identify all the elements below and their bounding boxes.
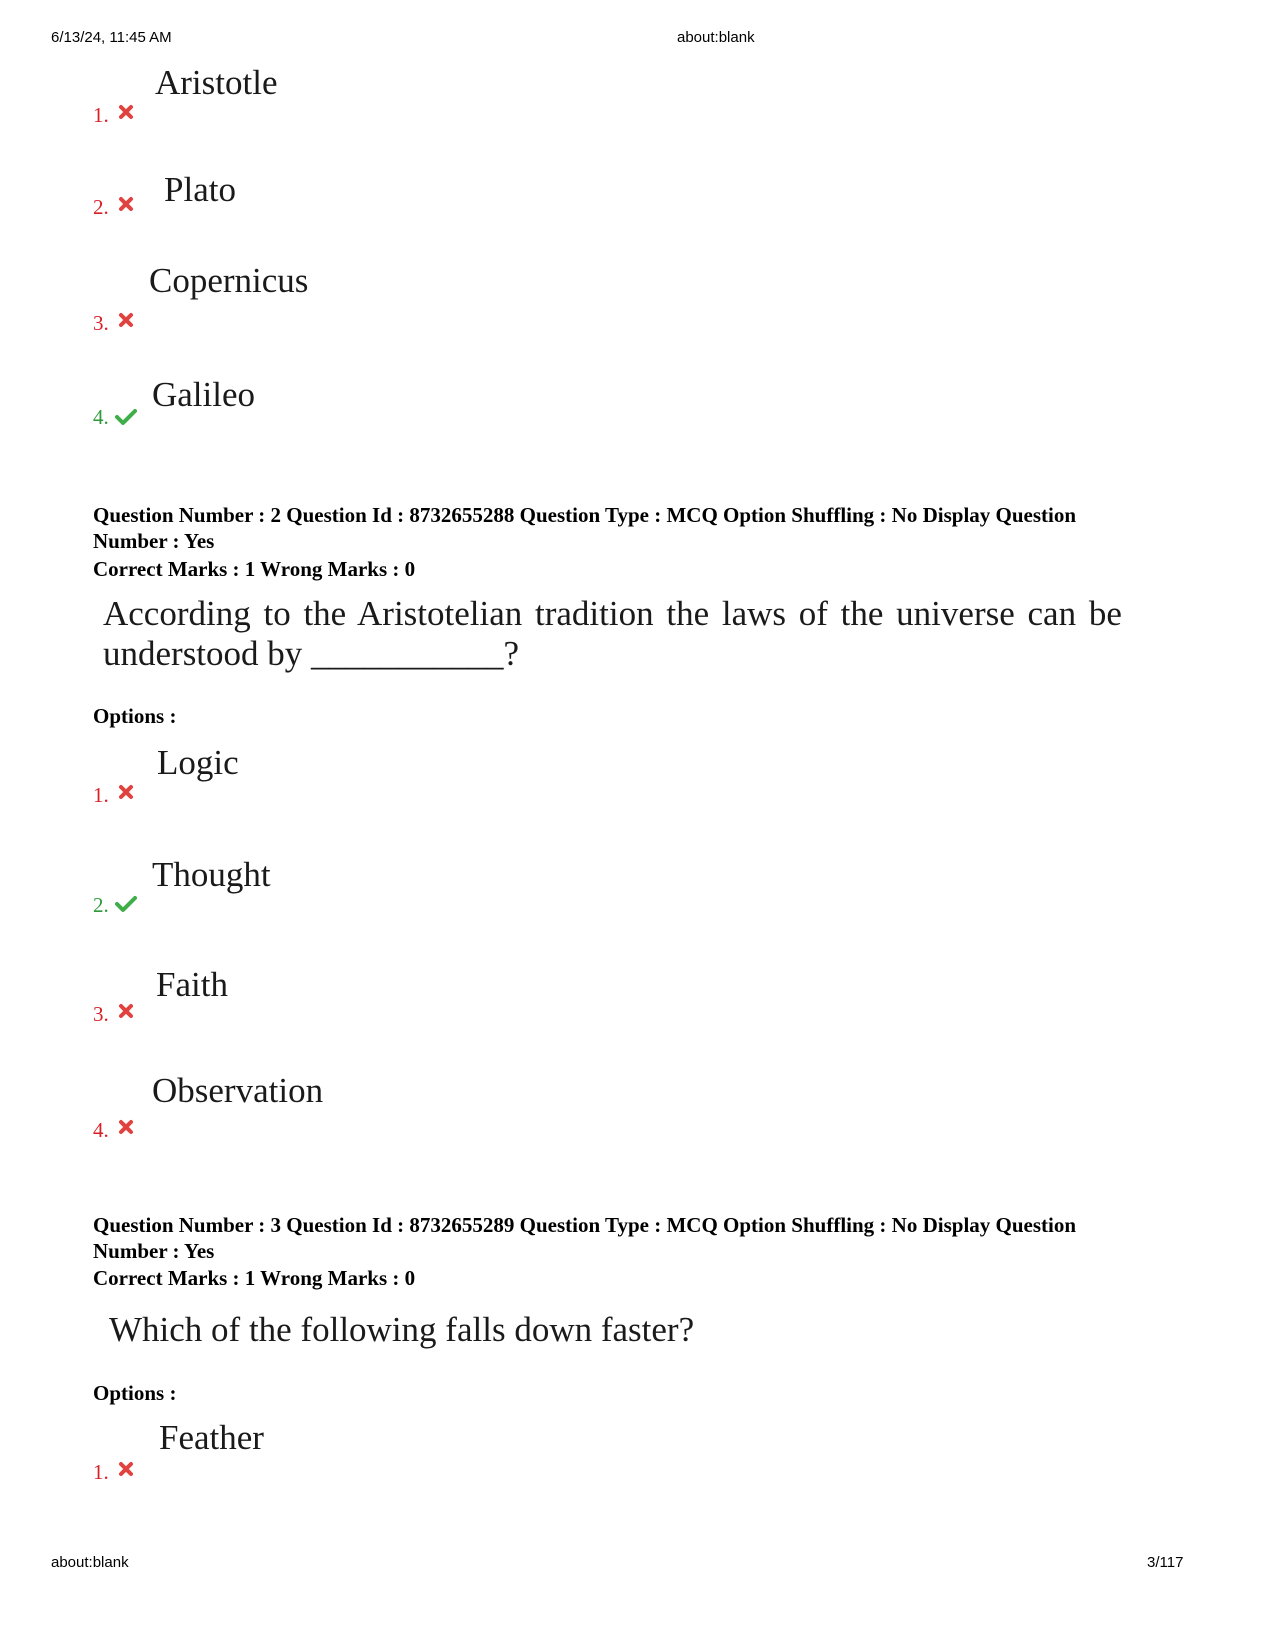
print-url: about:blank	[677, 29, 755, 46]
option-text: Faith	[156, 965, 228, 1004]
footer-url: about:blank	[51, 1554, 129, 1571]
question-marks: Correct Marks : 1 Wrong Marks : 0	[93, 557, 416, 581]
option-text: Logic	[157, 743, 239, 782]
page-number: 3/117	[1147, 1554, 1184, 1571]
option-text: Thought	[152, 855, 271, 894]
options-label: Options :	[93, 1381, 177, 1405]
option-text: Aristotle	[155, 63, 278, 102]
option-text: Galileo	[152, 375, 256, 414]
option-text: Observation	[152, 1071, 324, 1110]
question-meta: Question Number : 3 Question Id : 8732655289 Question Type : MCQ Option Shuffling : No Display Question Number : Yes	[93, 1213, 1077, 1263]
option-number: 1.	[93, 1460, 109, 1484]
question-meta: Question Number : 2 Question Id : 8732655288 Question Type : MCQ Option Shuffling : No Display Question Number : Yes	[93, 503, 1077, 553]
option-number: 4.	[93, 1118, 109, 1142]
option-text: Plato	[164, 170, 236, 209]
option-number: 4.	[93, 405, 109, 429]
cross-icon	[118, 784, 134, 805]
cross-icon	[118, 312, 134, 333]
cross-icon	[118, 1119, 134, 1140]
option-number: 1.	[93, 783, 109, 807]
cross-icon	[118, 104, 134, 125]
option-number: 1.	[93, 103, 109, 127]
cross-icon	[118, 1461, 134, 1482]
question-text: Which of the following falls down faster?	[109, 1310, 695, 1349]
check-icon	[115, 408, 137, 431]
option-number: 2.	[93, 195, 109, 219]
option-number: 3.	[93, 1002, 109, 1026]
option-text: Feather	[159, 1418, 264, 1457]
options-label: Options :	[93, 704, 177, 728]
option-text: Copernicus	[149, 261, 309, 300]
question-text: According to the Aristotelian tradition the laws of the universe can be understood by ___________?	[103, 594, 1122, 673]
question-marks: Correct Marks : 1 Wrong Marks : 0	[93, 1266, 416, 1290]
cross-icon	[118, 196, 134, 217]
option-number: 3.	[93, 311, 109, 335]
check-icon	[115, 895, 137, 918]
cross-icon	[118, 1003, 134, 1024]
print-datetime: 6/13/24, 11:45 AM	[51, 29, 172, 46]
option-number: 2.	[93, 893, 109, 917]
